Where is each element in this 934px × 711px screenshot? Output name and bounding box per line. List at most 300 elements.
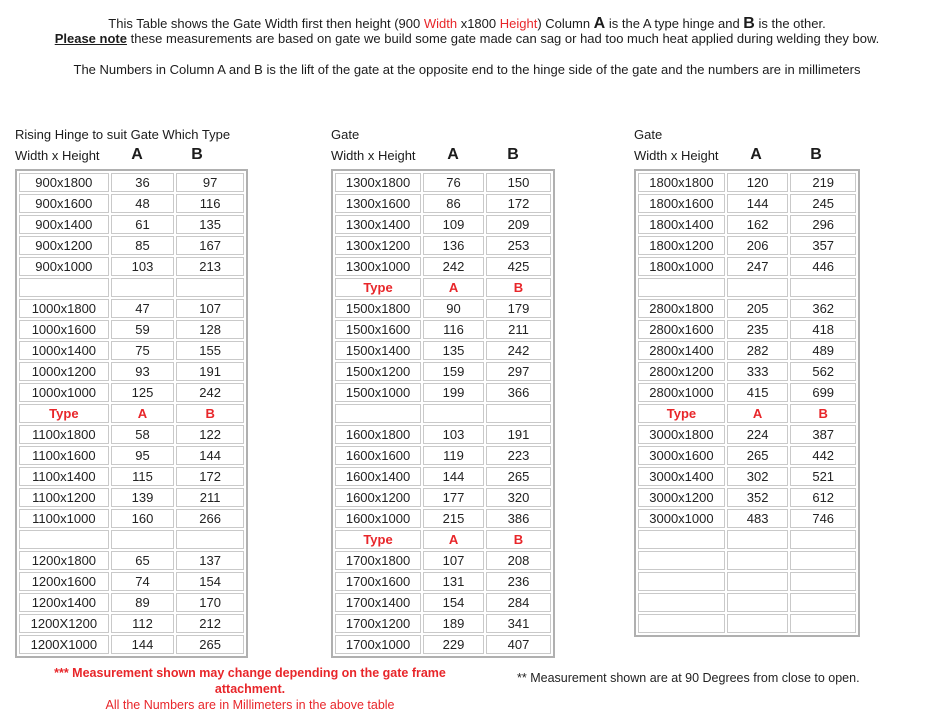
cell-b: 208: [486, 551, 551, 570]
table-row: [19, 257, 244, 276]
cell-size: 900x1000: [19, 257, 109, 276]
table-row: [335, 383, 551, 402]
cell-a: 65: [111, 551, 175, 570]
intro-text: This Table shows the Gate Width first then height (900: [108, 16, 424, 31]
cell-a: 36: [111, 173, 175, 192]
cell-b: [790, 593, 856, 612]
cell-size: 1000x1200: [19, 362, 109, 381]
cell-a: 109: [423, 215, 484, 234]
cell-a: 144: [111, 635, 175, 654]
cell-a: 93: [111, 362, 175, 381]
cell-size: Type: [638, 404, 725, 423]
cell-b: 387: [790, 425, 856, 444]
table-row: [335, 593, 551, 612]
cell-a: 333: [727, 362, 789, 381]
cell-a: 58: [111, 425, 175, 444]
table-row: [335, 425, 551, 444]
table-title-right: Gate: [634, 127, 663, 142]
table-row: [19, 446, 244, 465]
cell-b: [790, 551, 856, 570]
cell-a: A: [423, 278, 484, 297]
table-row: [638, 320, 856, 339]
type-header-row: [335, 530, 551, 549]
cell-b: 245: [790, 194, 856, 213]
intro-line-3: The Numbers in Column A and B is the lift of the gate at the opposite end to the hinge side of the gate and the numbers are in millimeters: [73, 62, 861, 77]
type-header-row: [638, 404, 856, 423]
footnote-left-block: [40, 666, 460, 711]
empty-row: [19, 530, 244, 549]
cell-a: 120: [727, 173, 789, 192]
cell-a: 162: [727, 215, 789, 234]
table-row: [638, 215, 856, 234]
table-row: [638, 362, 856, 381]
cell-b: 418: [790, 320, 856, 339]
empty-row: [19, 278, 244, 297]
cell-a: 103: [111, 257, 175, 276]
table-row: [335, 614, 551, 633]
cell-a: 144: [727, 194, 789, 213]
col-header-a: A: [131, 146, 143, 163]
cell-b: 357: [790, 236, 856, 255]
table-row: [335, 173, 551, 192]
cell-size: 1200X1000: [19, 635, 109, 654]
cell-a: 86: [423, 194, 484, 213]
table-row: [19, 614, 244, 633]
cell-size: 1700x1000: [335, 635, 421, 654]
cell-size: 3000x1000: [638, 509, 725, 528]
cell-b: B: [176, 404, 244, 423]
cell-b: 253: [486, 236, 551, 255]
cell-b: 265: [486, 467, 551, 486]
cell-size: 3000x1800: [638, 425, 725, 444]
cell-size: 1300x1800: [335, 173, 421, 192]
table-row: [19, 593, 244, 612]
table-row: [335, 236, 551, 255]
cell-a: 160: [111, 509, 175, 528]
table-group-middle: [331, 125, 555, 658]
cell-b: 150: [486, 173, 551, 192]
cell-a: 159: [423, 362, 484, 381]
cell-size: 1700x1800: [335, 551, 421, 570]
cell-a: 144: [423, 467, 484, 486]
cell-a: 189: [423, 614, 484, 633]
table-row: [335, 446, 551, 465]
cell-a: 131: [423, 572, 484, 591]
cell-size: 1100x1000: [19, 509, 109, 528]
cell-size: 900x1600: [19, 194, 109, 213]
footnote-attachment: *** Measurement shown may change depending on the gate frame attachment.: [54, 666, 446, 696]
cell-size: Type: [19, 404, 109, 423]
table-row: [335, 362, 551, 381]
cell-b: 144: [176, 446, 244, 465]
cell-a: 61: [111, 215, 175, 234]
cell-size: [638, 593, 725, 612]
cell-size: 1700x1200: [335, 614, 421, 633]
cell-b: B: [486, 278, 551, 297]
cell-size: 1300x1000: [335, 257, 421, 276]
footnote-millimeters: All the Numbers are in Millimeters in the above table: [105, 698, 395, 711]
table-group-left: [15, 125, 248, 658]
col-header-b: B: [810, 146, 822, 163]
table-row: [335, 635, 551, 654]
cell-a: 483: [727, 509, 789, 528]
cell-size: 1800x1400: [638, 215, 725, 234]
cell-size: [638, 530, 725, 549]
cell-a: 242: [423, 257, 484, 276]
cell-size: 1100x1400: [19, 467, 109, 486]
cell-size: Type: [335, 530, 421, 549]
table-row: [19, 425, 244, 444]
footnote-degrees: ** Measurement shown are at 90 Degrees from close to open.: [517, 671, 860, 685]
table-row: [335, 509, 551, 528]
cell-b: 521: [790, 467, 856, 486]
cell-a: 48: [111, 194, 175, 213]
cell-a: 352: [727, 488, 789, 507]
col-header-b: B: [507, 146, 519, 163]
cell-b: 442: [790, 446, 856, 465]
cell-a: 229: [423, 635, 484, 654]
col-header-a: A: [447, 146, 459, 163]
cell-b: 265: [176, 635, 244, 654]
cell-size: 1500x1200: [335, 362, 421, 381]
cell-size: 900x1200: [19, 236, 109, 255]
cell-size: 3000x1400: [638, 467, 725, 486]
cell-size: 2800x1000: [638, 383, 725, 402]
cell-size: 2800x1400: [638, 341, 725, 360]
cell-b: 128: [176, 320, 244, 339]
cell-a: 224: [727, 425, 789, 444]
column-headers-middle: [331, 144, 555, 166]
cell-b: 122: [176, 425, 244, 444]
cell-b: [176, 530, 244, 549]
cell-a: 75: [111, 341, 175, 360]
cell-size: 1000x1400: [19, 341, 109, 360]
table-group-right: [634, 125, 860, 637]
cell-a: [727, 572, 789, 591]
cell-size: 1500x1800: [335, 299, 421, 318]
cell-a: 215: [423, 509, 484, 528]
empty-row: [638, 551, 856, 570]
intro-text: these measurements are based on gate we build some gate made can sag or had too much heat applied during welding they bow.: [126, 31, 880, 46]
cell-a: 177: [423, 488, 484, 507]
cell-size: 1800x1600: [638, 194, 725, 213]
cell-size: 900x1800: [19, 173, 109, 192]
intro-height-red: Height: [499, 16, 538, 31]
cell-size: 1600x1600: [335, 446, 421, 465]
table-row: [19, 194, 244, 213]
column-headers-right: [634, 144, 860, 166]
cell-b: 213: [176, 257, 244, 276]
cell-b: 242: [486, 341, 551, 360]
cell-size: [638, 551, 725, 570]
cell-b: 296: [790, 215, 856, 234]
cell-b: 236: [486, 572, 551, 591]
cell-b: 212: [176, 614, 244, 633]
cell-a: 205: [727, 299, 789, 318]
empty-row: [638, 572, 856, 591]
table-row: [638, 467, 856, 486]
cell-a: 199: [423, 383, 484, 402]
cell-b: 209: [486, 215, 551, 234]
cell-b: 116: [176, 194, 244, 213]
gate-table-middle: [331, 169, 555, 658]
cell-size: 1700x1400: [335, 593, 421, 612]
cell-b: 191: [486, 425, 551, 444]
cell-size: 1300x1200: [335, 236, 421, 255]
empty-row: [638, 530, 856, 549]
table-row: [19, 215, 244, 234]
table-row: [638, 509, 856, 528]
cell-b: 223: [486, 446, 551, 465]
intro-text: ) Column: [537, 16, 594, 31]
cell-b: [790, 278, 856, 297]
table-title-middle: Gate: [331, 127, 360, 142]
table-row: [335, 488, 551, 507]
cell-b: 746: [790, 509, 856, 528]
cell-a: 302: [727, 467, 789, 486]
table-row: [19, 362, 244, 381]
cell-b: 386: [486, 509, 551, 528]
cell-b: 266: [176, 509, 244, 528]
cell-b: 191: [176, 362, 244, 381]
cell-size: 1800x1800: [638, 173, 725, 192]
cell-b: 172: [176, 467, 244, 486]
col-header-size: Width x Height: [634, 147, 719, 163]
cell-b: 362: [790, 299, 856, 318]
cell-size: 1200x1800: [19, 551, 109, 570]
cell-b: 219: [790, 173, 856, 192]
hinge-b-label: B: [743, 15, 755, 32]
cell-a: 206: [727, 236, 789, 255]
cell-b: 97: [176, 173, 244, 192]
cell-b: 284: [486, 593, 551, 612]
col-header-size: Width x Height: [15, 147, 100, 163]
cell-b: 211: [486, 320, 551, 339]
cell-b: 407: [486, 635, 551, 654]
cell-a: [111, 530, 175, 549]
cell-size: [638, 572, 725, 591]
cell-size: 1200x1400: [19, 593, 109, 612]
cell-size: 1300x1400: [335, 215, 421, 234]
cell-b: 135: [176, 215, 244, 234]
table-row: [638, 299, 856, 318]
cell-size: 1500x1400: [335, 341, 421, 360]
cell-a: 74: [111, 572, 175, 591]
col-header-a: A: [750, 146, 762, 163]
cell-b: 425: [486, 257, 551, 276]
cell-a: 116: [423, 320, 484, 339]
cell-b: [486, 404, 551, 423]
empty-row: [638, 614, 856, 633]
cell-size: 1100x1800: [19, 425, 109, 444]
cell-size: 1600x1800: [335, 425, 421, 444]
cell-b: 341: [486, 614, 551, 633]
cell-b: 562: [790, 362, 856, 381]
cell-a: 59: [111, 320, 175, 339]
cell-size: [335, 404, 421, 423]
table-row: [638, 236, 856, 255]
cell-size: [638, 614, 725, 633]
cell-size: 1200X1200: [19, 614, 109, 633]
cell-size: 900x1400: [19, 215, 109, 234]
table-row: [19, 299, 244, 318]
cell-size: 1000x1600: [19, 320, 109, 339]
cell-b: [790, 572, 856, 591]
cell-b: [790, 530, 856, 549]
cell-a: [727, 593, 789, 612]
cell-a: A: [727, 404, 789, 423]
cell-b: 446: [790, 257, 856, 276]
table-row: [335, 299, 551, 318]
table-row: [335, 341, 551, 360]
cell-a: 282: [727, 341, 789, 360]
cell-b: 154: [176, 572, 244, 591]
cell-size: 1500x1600: [335, 320, 421, 339]
col-header-size: Width x Height: [331, 147, 416, 163]
cell-a: 103: [423, 425, 484, 444]
empty-row: [638, 593, 856, 612]
cell-a: A: [423, 530, 484, 549]
cell-size: 1200x1600: [19, 572, 109, 591]
table-row: [638, 383, 856, 402]
cell-b: 155: [176, 341, 244, 360]
please-note-label: Please note: [54, 31, 127, 46]
cell-a: [111, 278, 175, 297]
type-header-row: [19, 404, 244, 423]
intro-text: x1800: [457, 16, 500, 31]
cell-a: 139: [111, 488, 175, 507]
table-row: [638, 488, 856, 507]
cell-b: [176, 278, 244, 297]
cell-b: 489: [790, 341, 856, 360]
cell-size: [19, 278, 109, 297]
cell-size: 1100x1600: [19, 446, 109, 465]
table-row: [335, 572, 551, 591]
cell-a: 119: [423, 446, 484, 465]
cell-a: A: [111, 404, 175, 423]
cell-b: 366: [486, 383, 551, 402]
table-row: [638, 257, 856, 276]
cell-size: [638, 278, 725, 297]
intro-line-2: [0, 31, 934, 46]
cell-size: 1000x1000: [19, 383, 109, 402]
intro-line-1: [0, 16, 934, 31]
cell-b: 137: [176, 551, 244, 570]
cell-b: 699: [790, 383, 856, 402]
cell-a: [727, 551, 789, 570]
table-title-left: Rising Hinge to suit Gate Which Type: [15, 127, 231, 142]
table-row: [638, 194, 856, 213]
cell-size: 1300x1600: [335, 194, 421, 213]
cell-b: 107: [176, 299, 244, 318]
cell-b: 297: [486, 362, 551, 381]
cell-size: 2800x1600: [638, 320, 725, 339]
table-row: [638, 446, 856, 465]
cell-b: 612: [790, 488, 856, 507]
table-row: [335, 257, 551, 276]
table-row: [19, 488, 244, 507]
cell-size: 1700x1600: [335, 572, 421, 591]
cell-a: 76: [423, 173, 484, 192]
cell-a: 235: [727, 320, 789, 339]
cell-a: 95: [111, 446, 175, 465]
cell-size: 1500x1000: [335, 383, 421, 402]
cell-b: 320: [486, 488, 551, 507]
gate-table-right: [634, 169, 860, 637]
cell-size: 1600x1000: [335, 509, 421, 528]
table-row: [335, 320, 551, 339]
cell-size: 1800x1000: [638, 257, 725, 276]
cell-size: Type: [335, 278, 421, 297]
table-row: [19, 320, 244, 339]
cell-a: 89: [111, 593, 175, 612]
cell-size: 2800x1200: [638, 362, 725, 381]
cell-b: [790, 614, 856, 633]
table-row: [19, 383, 244, 402]
intro-text-block: [0, 16, 934, 77]
table-row: [19, 635, 244, 654]
cell-a: 85: [111, 236, 175, 255]
cell-size: 1800x1200: [638, 236, 725, 255]
cell-a: [727, 530, 789, 549]
cell-size: 1000x1800: [19, 299, 109, 318]
table-row: [638, 425, 856, 444]
table-row: [19, 572, 244, 591]
cell-b: 167: [176, 236, 244, 255]
cell-b: 211: [176, 488, 244, 507]
table-row: [19, 509, 244, 528]
intro-text: is the other.: [754, 16, 826, 31]
table-row: [19, 551, 244, 570]
cell-size: 3000x1200: [638, 488, 725, 507]
cell-a: 112: [111, 614, 175, 633]
empty-row: [335, 404, 551, 423]
cell-size: 1100x1200: [19, 488, 109, 507]
cell-a: [423, 404, 484, 423]
cell-a: 125: [111, 383, 175, 402]
table-row: [335, 215, 551, 234]
intro-text: is the A type hinge and: [605, 16, 744, 31]
table-row: [19, 236, 244, 255]
cell-size: [19, 530, 109, 549]
cell-a: 154: [423, 593, 484, 612]
cell-b: B: [486, 530, 551, 549]
table-row: [638, 173, 856, 192]
cell-b: 179: [486, 299, 551, 318]
table-row: [335, 194, 551, 213]
cell-a: [727, 278, 789, 297]
cell-a: 247: [727, 257, 789, 276]
cell-a: 265: [727, 446, 789, 465]
cell-a: [727, 614, 789, 633]
cell-b: B: [790, 404, 856, 423]
cell-size: 3000x1600: [638, 446, 725, 465]
column-headers-left: [15, 144, 248, 166]
cell-size: 1600x1400: [335, 467, 421, 486]
cell-b: 170: [176, 593, 244, 612]
table-row: [638, 341, 856, 360]
gate-table-left: [15, 169, 248, 658]
cell-a: 135: [423, 341, 484, 360]
cell-b: 242: [176, 383, 244, 402]
cell-size: 1600x1200: [335, 488, 421, 507]
table-row: [19, 341, 244, 360]
intro-width-red: Width: [423, 16, 458, 31]
type-header-row: [335, 278, 551, 297]
hinge-a-label: A: [593, 15, 606, 32]
cell-size: 2800x1800: [638, 299, 725, 318]
cell-a: 136: [423, 236, 484, 255]
